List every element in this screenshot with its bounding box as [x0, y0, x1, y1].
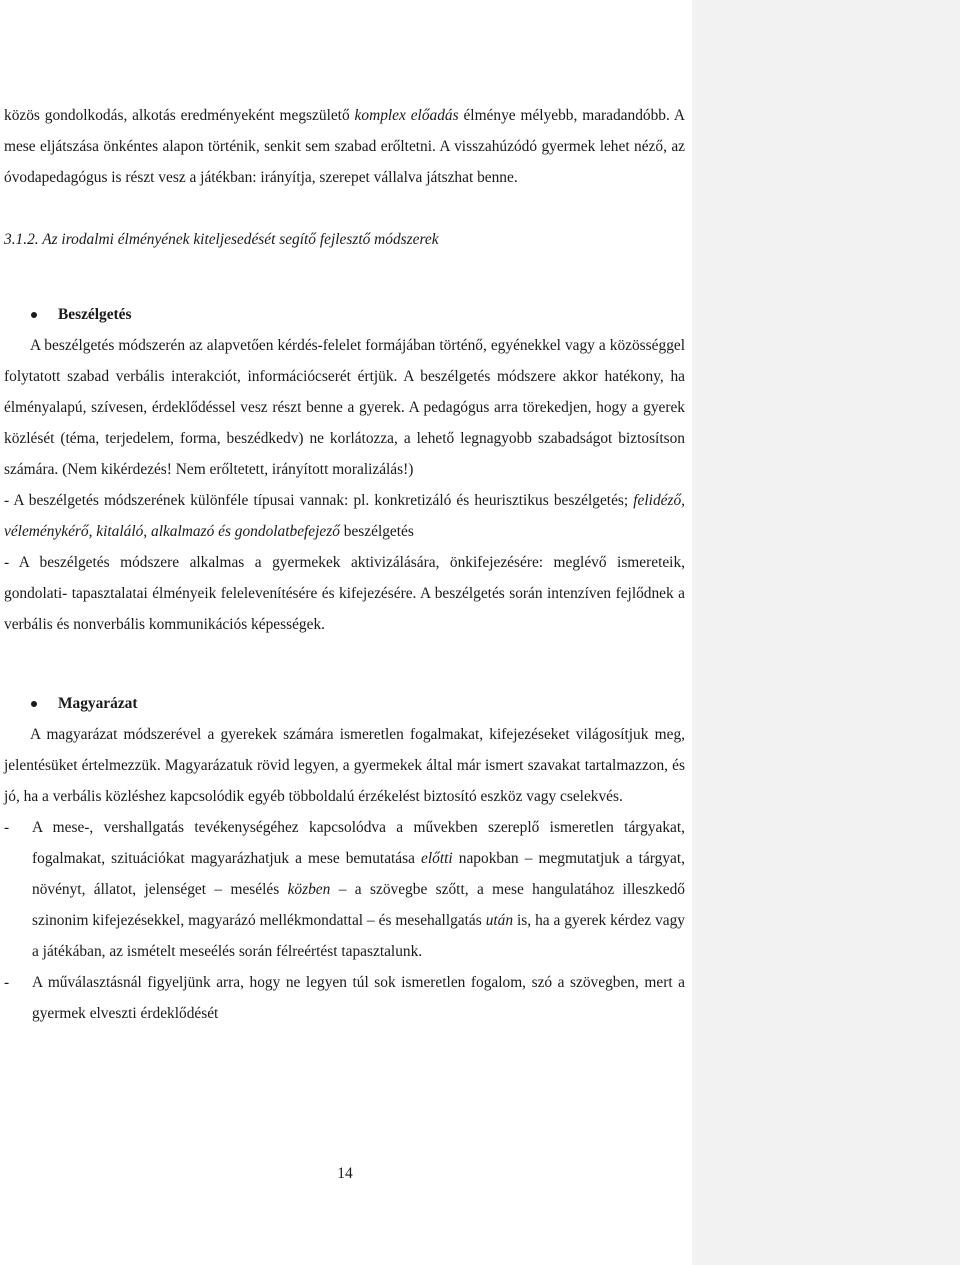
document-body: [4, 100, 685, 1029]
bullet-magyarazat: [4, 688, 685, 719]
dash-list-item: [4, 812, 685, 967]
bullet-icon: [31, 701, 37, 707]
comment-margin-panel: [692, 0, 960, 1265]
dash-marker: -: [4, 819, 10, 836]
intro-paragraph: közös gondolkodás, alkotás eredményeként megszülető komplex előadás élménye mélyebb, maradandóbb. A mese eljátszása önkéntes alapon történik, senkit sem szabad erőltetni. A visszahúzódó gyermek lehet néző, az óvodapedagógus is részt vesz a játékban: irányítja, szerepet vállalva játszhat benne.: [4, 107, 685, 186]
beszelgetes-paragraph-2: - A beszélgetés módszerének különféle típusai vannak: pl. konkretizáló és heurisztikus beszélgetés; felidéző, véleménykérő, kitaláló, alkalmazó és gondolatbefejező beszélgetés: [4, 492, 685, 540]
bullet-title-text: Beszélgetés: [58, 306, 132, 323]
section-heading: 3.1.2. Az irodalmi élményének kiteljesedését segítő fejlesztő módszerek: [4, 231, 439, 248]
beszelgetes-paragraph-3: - A beszélgetés módszere alkalmas a gyermekek aktivizálására, önkifejezésére: meglévő ismereteik, gondolati- tapasztalatai élményeik felelevenítésére és kifejezésére. A beszélgetés során intenzíven fejlődnek a verbális és nonverbális kommunikációs képességek.: [4, 554, 685, 633]
dash-item-text: A mese-, vershallgatás tevékenységéhez kapcsolódva a művekben szereplő ismeretlen tárgyakat, fogalmakat, szituációkat magyarázhatjuk a mese bemutatása előtti napokban – megmutatjuk a tárgyat, növényt, állatot, jelenséget – mesélés közben – a szövegbe szőtt, a mese hangulatához illeszkedő szinonim kifejezésekkel, magyarázó mellékmondattal – és mesehallgatás után is, ha a gyerek kérdez vagy a játékában, az ismételt meseélés során félreértést tapasztalunk.: [32, 819, 685, 960]
dash-item-text: A műválasztásnál figyeljünk arra, hogy ne legyen túl sok ismeretlen fogalom, szó a szövegben, mert a gyermek elveszti érdeklődését: [32, 974, 685, 1022]
bullet-beszelgetes: [4, 299, 685, 330]
dash-marker: -: [4, 974, 10, 991]
bullet-icon: [31, 312, 37, 318]
beszelgetes-paragraph-1: A beszélgetés módszerén az alapvetően kérdés-felelet formájában történő, egyénekkel vagy a közösséggel folytatott szabad verbális interakciót, információcserét értjük. A beszélgetés módszere akkor hatékony, ha élményalapú, szívesen, érdeklődéssel vesz részt benne a gyerek. A pedagógus arra törekedjen, hogy a gyerek közlését (téma, terjedelem, forma, beszédkedv) ne korlátozza, a lehető legnagyobb szabadságot biztosítson számára. (Nem kikérdezés! Nem erőltetett, irányított moralizálás!): [4, 337, 685, 478]
page-number: 14: [337, 1165, 353, 1182]
magyarazat-paragraph-1: A magyarázat módszerével a gyerekek számára ismeretlen fogalmakat, kifejezéseket világosítjuk meg, jelentésüket értelmezzük. Magyarázatuk rövid legyen, a gyermekek által már ismert szavakat tartalmazzon, és jó, ha a verbális közléshez kapcsolódik egyéb többoldalú érzékelést biztosító eszköz vagy cselekvés.: [4, 726, 685, 805]
bullet-title-text: Magyarázat: [58, 695, 138, 712]
dash-list-item: [4, 967, 685, 1029]
